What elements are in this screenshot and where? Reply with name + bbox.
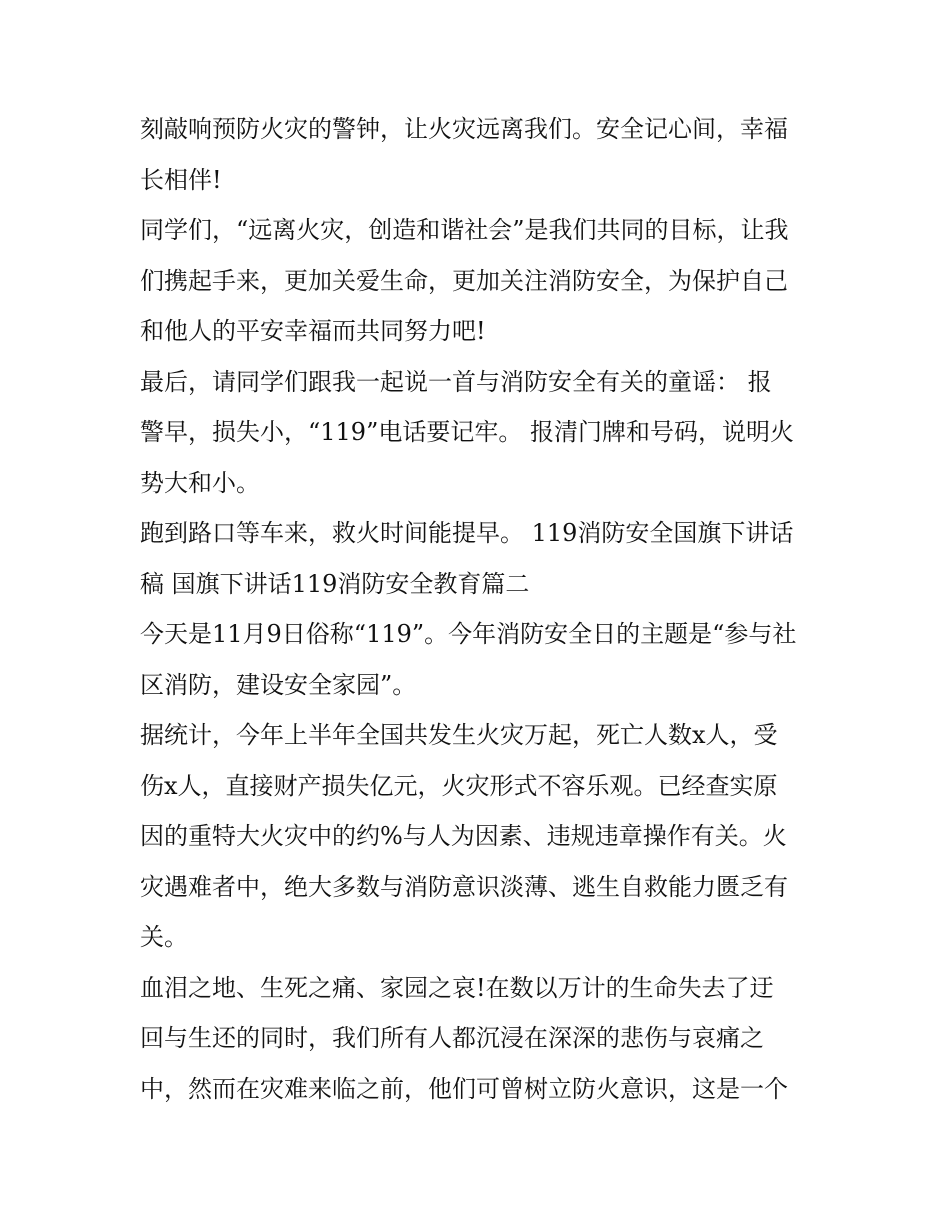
text-line: 跑到路口等车来，救火时间能提早。 119消防安全国旗下讲话 xyxy=(140,519,794,547)
text-line: 关。 xyxy=(140,923,188,951)
text-line: 灾遇难者中，绝大多数与消防意识淡薄、逃生自救能力匮乏有 xyxy=(140,872,788,901)
text-line: 稿 国旗下讲话119消防安全教育篇二 xyxy=(140,569,530,598)
text-line: 最后，请同学们跟我一起说一首与消防安全有关的童谣： 报 xyxy=(140,367,772,396)
text-line: 们携起手来，更加关爱生命，更加关注消防安全，为保护自己 xyxy=(140,266,788,295)
text-line: 和他人的平安幸福而共同努力吧! xyxy=(140,317,486,345)
text-line: 区消防，建设安全家园”。 xyxy=(140,670,417,699)
text-line: 伤x人，直接财产损失亿元，火灾形式不容乐观。已经查实原 xyxy=(140,771,778,800)
text-line: 血泪之地、生死之痛、家园之哀!在数以万计的生命失去了迂 xyxy=(140,973,774,1002)
text-line: 据统计，今年上半年全国共发生火灾万起，死亡人数x人，受 xyxy=(140,721,778,749)
text-line: 同学们，“远离火灾，创造和谐社会”是我们共同的目标，让我 xyxy=(140,216,789,244)
text-line: 中，然而在灾难来临之前，他们可曾树立防火意识，这是一个 xyxy=(140,1074,788,1103)
text-line: 长相伴! xyxy=(140,165,222,194)
document-body xyxy=(140,104,816,1114)
text-line: 刻敲响预防火灾的警钟，让火灾远离我们。安全记心间，幸福 xyxy=(140,115,788,143)
text-line: 回与生还的同时，我们所有人都沉浸在深深的悲伤与哀痛之 xyxy=(140,1024,764,1052)
text-line: 今天是11月9日俗称“119”。今年消防安全日的主题是“参与社 xyxy=(140,620,797,648)
text-line: 因的重特大火灾中的约%与人为因素、违规违章操作有关。火 xyxy=(140,822,787,850)
text-line: 势大和小。 xyxy=(140,468,260,497)
text-line: 警早，损失小，“119”电话要记牢。 报清门牌和号码，说明火 xyxy=(140,418,794,446)
